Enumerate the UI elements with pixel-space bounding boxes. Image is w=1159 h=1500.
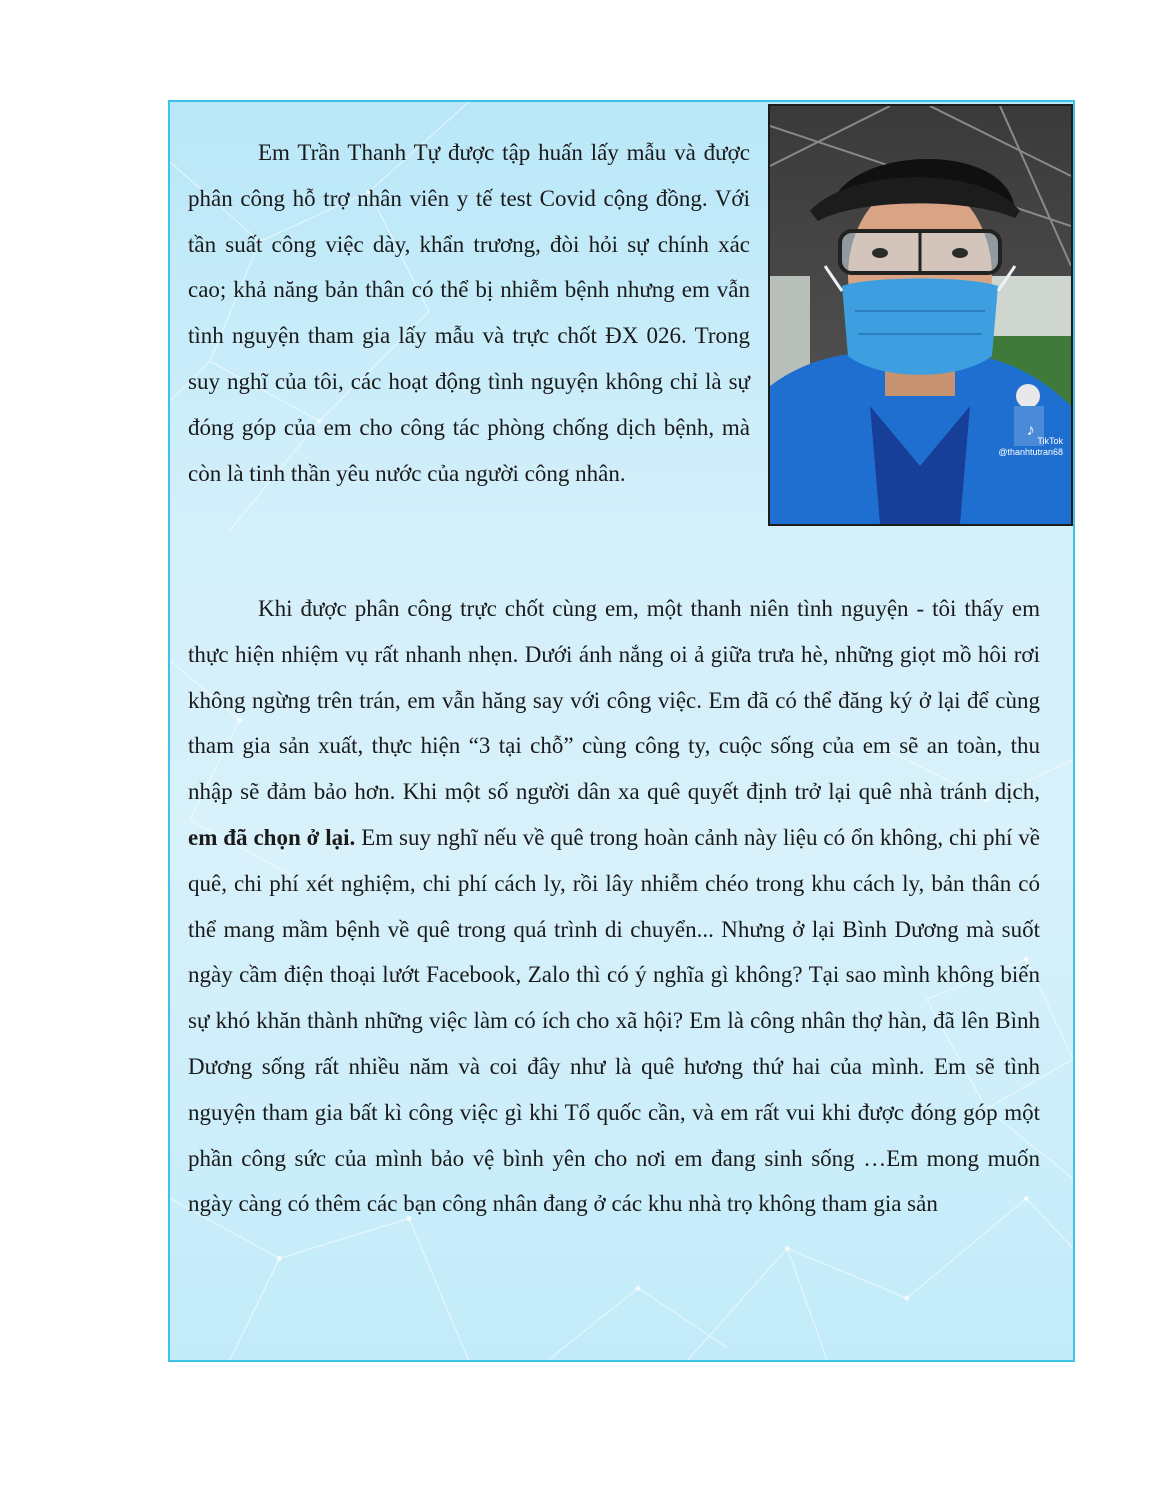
tiktok-handle: @thanhtutran68 [998,447,1063,457]
page-frame [168,100,1075,1362]
volunteer-photo [768,104,1073,526]
paragraph-2-bold: em đã chọn ở lại. [188,824,356,850]
paragraph-2 [188,586,1040,1227]
tiktok-note-icon: ♪ [1026,422,1035,439]
paragraph-1: Em Trần Thanh Tự được tập huấn lấy mẫu và được phân công hỗ trợ nhân viên y tế test Covid cộng đồng. Với tần suất công việc dày, khẩn trương, đòi hỏi sự chính xác cao; khả năng bản thân có thể bị nhiễm bệnh nhưng em vẫn tình nguyện tham gia lấy mẫu và trực chốt ĐX 026. Trong suy nghĩ của tôi, các hoạt động tình nguyện không chỉ là sự đóng góp của em cho công tác phòng chống dịch bệnh, mà còn là tinh thần yêu nước của người công nhân. [188,140,750,486]
paragraph-2-text-b: Em suy nghĩ nếu về quê trong hoàn cảnh này liệu có ổn không, chi phí về quê, chi phí xét nghiệm, chi phí cách ly, rồi lây nhiễm chéo trong khu cách ly, bản thân có thể mang mầm bệnh về quê trong quá trình di chuyển... Nhưng ở lại Bình Dương mà suốt ngày cầm điện thoại lướt Facebook, Zalo thì có ý nghĩa gì không? Tại sao mình không biến sự khó khăn thành những việc làm có ích cho xã hội? Em là công nhân thợ hàn, đã lên Bình Dương sống rất nhiều năm và coi đây như là quê hương thứ hai của mình. Em sẽ tình nguyện tham gia bất kì công việc gì khi Tổ quốc cần, và em rất vui khi được đóng góp một phần công sức của mình bảo vệ bình yên cho nơi em đang sinh sống …Em mong muốn ngày càng có thêm các bạn công nhân đang ở các khu nhà trọ không tham gia sản [188,824,1041,1217]
tiktok-watermark [998,422,1063,458]
tiktok-brand: TikTok [1037,436,1063,446]
paragraph-2-text-a: Khi được phân công trực chốt cùng em, một thanh niên tình nguyện - tôi thấy em thực hiện nhiệm vụ rất nhanh nhẹn. Dưới ánh nắng oi ả giữa trưa hè, những giọt mồ hôi rơi không ngừng trên trán, em vẫn hăng say với công việc. Em đã có thể đăng ký ở lại để cùng tham gia sản xuất, thực hiện “3 tại chỗ” cùng công ty, cuộc sống của em sẽ an toàn, thu nhập sẽ đảm bảo hơn. Khi một số người dân xa quê quyết định trở lại quê nhà tránh dịch, [188,596,1040,805]
